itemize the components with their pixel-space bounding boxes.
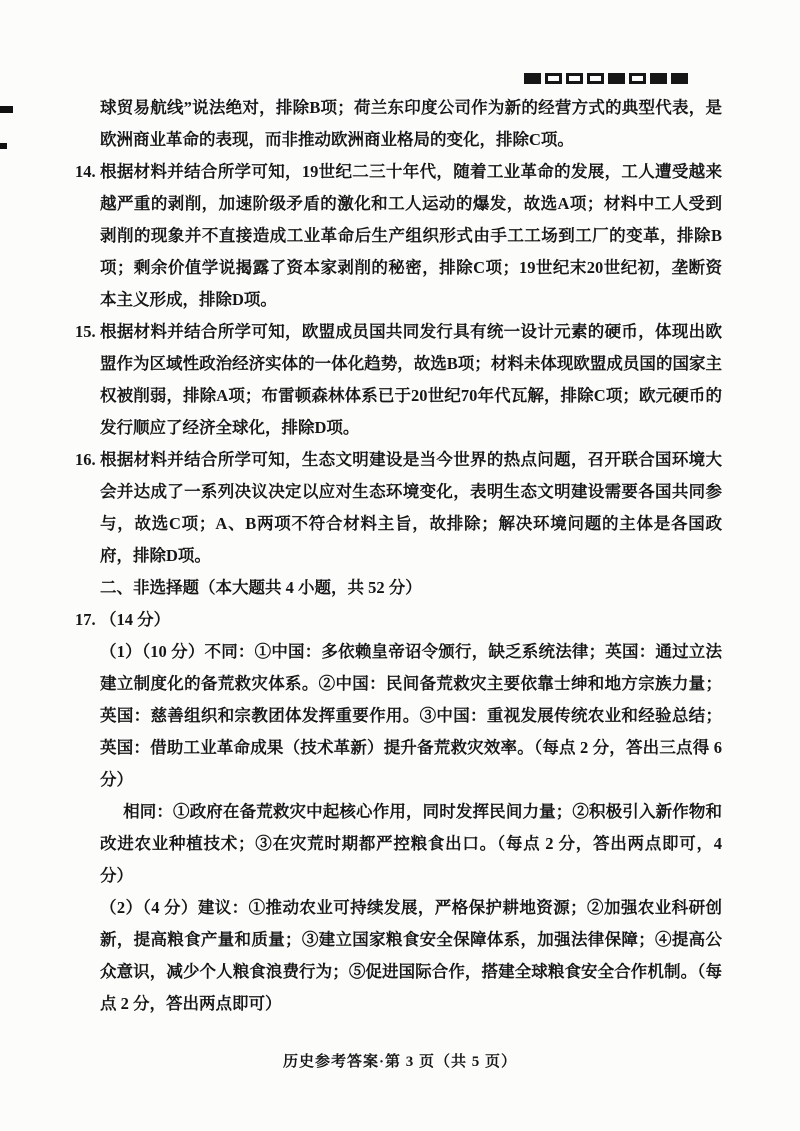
scan-artifact — [0, 106, 13, 113]
scan-artifact — [0, 143, 7, 149]
item-number: 17. — [75, 610, 96, 629]
q17-part1-different: （1）（10 分）不同：①中国：多依赖皇帝诏令颁行，缺乏系统法律；英国：通过立法建立制度化的备荒救灾体系。②中国：民间备荒救灾主要依靠士绅和地方宗族力量；英国：慈善组织和宗教团体发挥重要作用。③中国：重视发展传统农业和经验总结；英国：借助工业革命成果（技术革新）提升备荒救灾效率。（每点 2 分，答出三点得 6 分） — [100, 642, 722, 789]
section-header: 二、非选择题（本大题共 4 小题，共 52 分） — [100, 578, 422, 597]
continuation-paragraph: 球贸易航线”说法绝对，排除B项；荷兰东印度公司作为新的经营方式的典型代表，是欧洲商业革命的表现，而非推动欧洲商业格局的变化，排除C项。 — [100, 98, 722, 149]
hollow-rect-mark — [545, 73, 562, 84]
hollow-rect-mark — [629, 73, 646, 84]
item-number: 15. — [75, 322, 96, 341]
page-footer: 历史参考答案·第 3 页（共 5 页） — [282, 1054, 517, 1070]
answer-item-16 — [75, 444, 722, 572]
item-number: 14. — [75, 162, 96, 181]
q17-part2-suggestions: （2）（4 分）建议：①推动农业可持续发展，严格保护耕地资源；②加强农业科研创新，提高粮食产量和质量；③建立国家粮食安全保障体系，加强法律保障；④提高公众意识，减少个人粮食浪费行为；⑤促进国际合作，搭建全球粮食安全合作机制。（每点 2 分，答出两点即可） — [100, 898, 722, 1013]
filled-rect-mark — [524, 73, 541, 84]
filled-rect-mark — [608, 73, 625, 84]
filled-rect-mark — [671, 73, 688, 84]
item-text: 根据材料并结合所学可知，生态文明建设是当今世界的热点问题，召开联合国环境大会并达成了一系列决议决定以应对生态环境变化，表明生态文明建设需要各国共同参与，故选C项；A、B两项不符合材料主旨，故排除；解决环境问题的主体是各国政府，排除D项。 — [100, 450, 722, 565]
q17-part1-same: 相同：①政府在备荒救灾中起核心作用，同时发挥民间力量；②积极引入新作物和改进农业种植技术；③在灾荒时期都严控粮食出口。（每点 2 分，答出两点即可，4 分） — [100, 802, 722, 885]
item-number: 16. — [75, 450, 96, 469]
question-17-header — [75, 604, 722, 636]
question-score: （14 分） — [100, 610, 171, 629]
registration-marks — [524, 73, 688, 84]
item-text: 根据材料并结合所学可知，19世纪二三十年代，随着工业革命的发展，工人遭受越来越严重的剥削，加速阶级矛盾的激化和工人运动的爆发，故选A项；材料中工人受到剥削的现象并不直接造成工业革命后生产组织形式由手工工场到工厂的变革，排除B项；剩余价值学说揭露了资本家剥削的秘密，排除C项；19世纪末20世纪初，垄断资本主义形成，排除D项。 — [100, 162, 722, 309]
item-text: 根据材料并结合所学可知，欧盟成员国共同发行具有统一设计元素的硬币，体现出欧盟作为区域性政治经济实体的一体化趋势，故选B项；材料未体现欧盟成员国的国家主权被削弱，排除A项；布雷顿森林体系已于20世纪70年代瓦解，排除C项；欧元硬币的发行顺应了经济全球化，排除D项。 — [100, 322, 722, 437]
answer-item-14 — [75, 156, 722, 316]
answer-item-15 — [75, 316, 722, 444]
filled-rect-mark — [650, 73, 667, 84]
hollow-rect-mark — [587, 73, 604, 84]
answer-content — [75, 92, 722, 1020]
hollow-rect-mark — [566, 73, 583, 84]
